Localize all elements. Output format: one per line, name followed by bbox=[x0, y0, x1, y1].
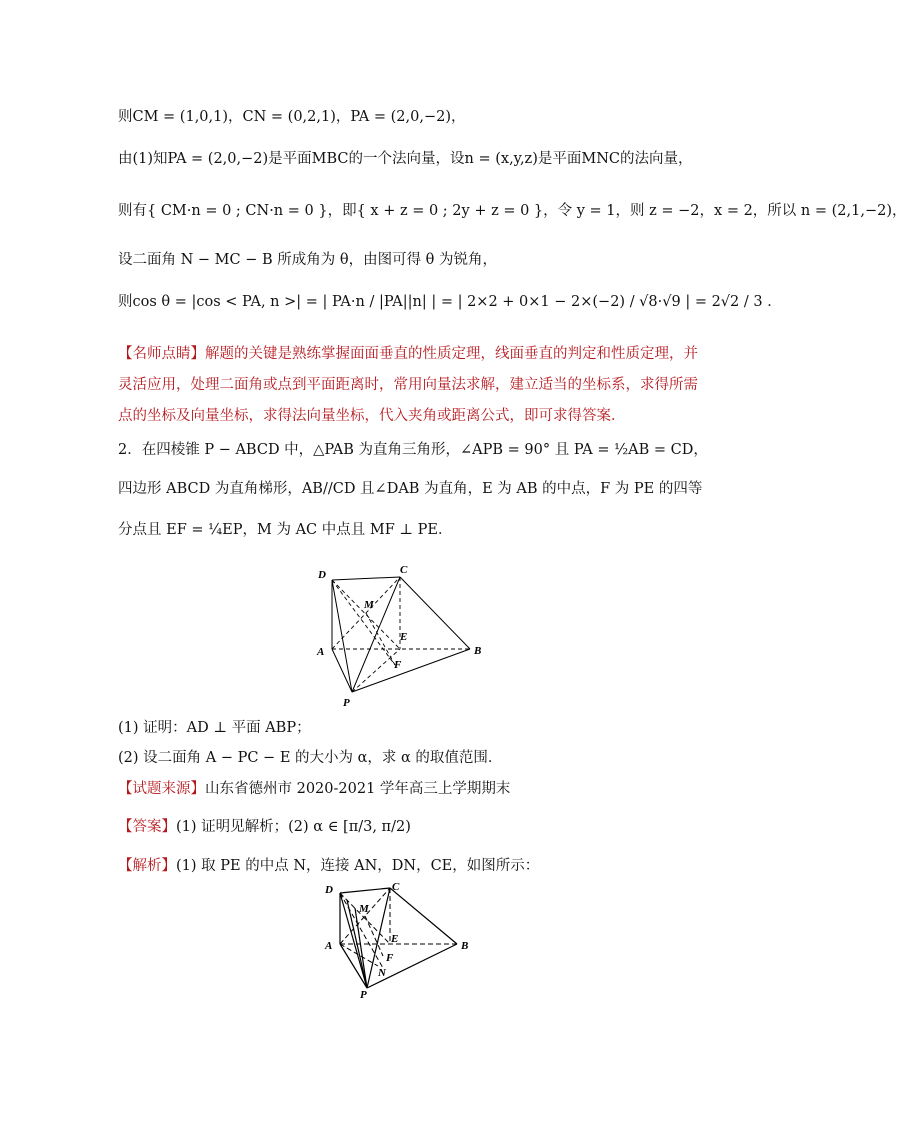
part-2-question: (2) 设二面角 A − PC − E 的大小为 α，求 α 的取值范围． bbox=[118, 750, 503, 766]
figure2-label-m: M bbox=[359, 903, 369, 915]
figure2-label-f: F bbox=[386, 952, 394, 964]
figure1-label-b: B bbox=[474, 645, 482, 657]
analysis-text: (1) 取 PE 的中点 N，连接 AN，DN，CE，如图所示： bbox=[176, 858, 540, 874]
analysis-label: 【解析】 bbox=[118, 858, 176, 874]
figure1-label-c: C bbox=[400, 564, 408, 576]
cosine-calculation-line: 则cos θ = |cos < PA, n >| = | PA·n / |PA||n| | = | 2×2 + 0×1 − 2×(−2) / √8·√9 | = 2√2 / 3 ． bbox=[118, 294, 782, 310]
figure2-label-b: B bbox=[461, 940, 469, 952]
figure2-label-e: E bbox=[391, 933, 399, 945]
question-2-line-1: 2．在四棱锥 P − ABCD 中，△PAB 为直角三角形，∠APB = 90° 且 PA = ½AB = CD， bbox=[118, 442, 708, 458]
teacher-tip-line-3: 点的坐标及向量坐标，求得法向量坐标，代入夹角或距离公式，即可求得答案． bbox=[118, 408, 626, 424]
figure1-label-p: P bbox=[343, 697, 350, 709]
answer-text: (1) 证明见解析；(2) α ∈ [π/3, π/2) bbox=[176, 819, 411, 835]
dihedral-angle-line: 设二面角 N − MC − B 所成角为 θ，由图可得 θ 为锐角， bbox=[118, 252, 498, 268]
pyramid-figure-2 bbox=[315, 878, 485, 1003]
equation-system-line: 则有{ CM·n = 0 ; CN·n = 0 }，即{ x + z = 0 ; 2y + z = 0 }，令 y = 1，则 z = −2，x = 2，所以 n = (2,1,−2)， bbox=[118, 203, 906, 219]
figure2-label-n: N bbox=[378, 967, 386, 979]
part-1-question: (1) 证明：AD ⊥ 平面 ABP； bbox=[118, 720, 311, 736]
figure1-label-a: A bbox=[317, 646, 325, 658]
source-text: 山东省德州市 2020-2021 学年高三上学期期末 bbox=[205, 781, 511, 797]
answer-label: 【答案】 bbox=[118, 819, 176, 835]
answer-line bbox=[118, 817, 411, 837]
figure1-label-d: D bbox=[318, 569, 326, 581]
figure1-label-f: F bbox=[394, 659, 402, 671]
question-source-line bbox=[118, 779, 510, 799]
figure2-label-d: D bbox=[325, 884, 333, 896]
figure2-label-a: A bbox=[325, 940, 333, 952]
figure1-label-m: M bbox=[364, 599, 374, 611]
teacher-tip-line-1: 【名师点睛】解题的关键是熟练掌握面面垂直的性质定理，线面垂直的判定和性质定理，并 bbox=[118, 346, 698, 362]
source-label: 【试题来源】 bbox=[118, 781, 205, 797]
figure2-label-c: C bbox=[392, 881, 400, 893]
question-2-line-2: 四边形 ABCD 为直角梯形，AB//CD 且∠DAB 为直角，E 为 AB 的中点，F 为 PE 的四等 bbox=[118, 481, 703, 497]
figure1-label-e: E bbox=[400, 631, 408, 643]
figure2-label-p: P bbox=[360, 989, 367, 1001]
analysis-line bbox=[118, 856, 539, 876]
question-2-line-3: 分点且 EF = ¼EP，M 为 AC 中点且 MF ⊥ PE． bbox=[118, 522, 453, 538]
pyramid-figure-1 bbox=[300, 560, 500, 710]
teacher-tip-line-2: 灵活应用，处理二面角或点到平面距离时，常用向量法求解，建立适当的坐标系，求得所需 bbox=[118, 377, 698, 393]
normal-vector-line: 由(1)知PA = (2,0,−2)是平面MBC的一个法向量，设n = (x,y,z)是平面MNC的法向量， bbox=[118, 151, 693, 167]
solution-vectors-line: 则CM = (1,0,1)，CN = (0,2,1)，PA = (2,0,−2)， bbox=[118, 109, 466, 125]
